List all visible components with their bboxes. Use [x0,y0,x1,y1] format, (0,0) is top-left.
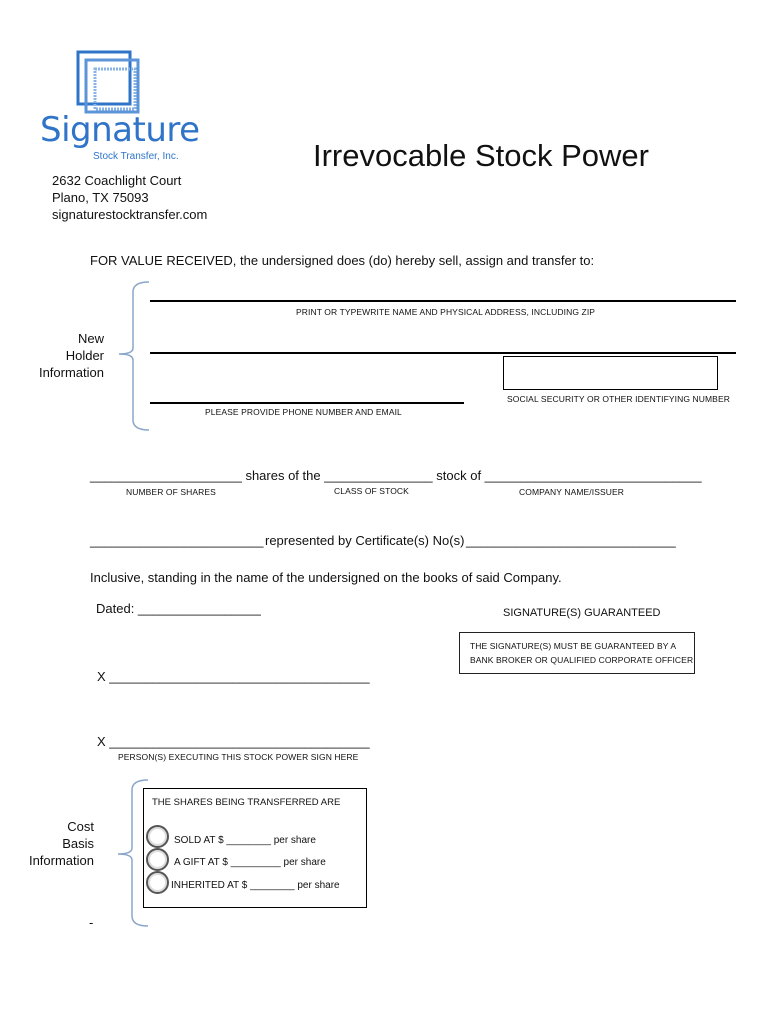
option-sold-label: SOLD AT $ ________ per share [174,835,316,846]
signature-line-2[interactable]: X ____________________________________ [97,734,370,749]
option-gift-radio[interactable] [146,848,169,871]
persons-caption: PERSON(S) EXECUTING THIS STOCK POWER SIGN HERE [118,752,359,762]
guarantee-box-line-1: THE SIGNATURE(S) MUST BE GUARANTEED BY A [470,641,677,651]
certificate-label: represented by Certificate(s) No(s) [265,533,465,548]
dated-field[interactable]: Dated: _________________ [96,601,261,616]
cost-basis-label [10,818,94,869]
option-inherited-radio[interactable] [146,871,169,894]
address-line-1: 2632 Coachlight Court [52,173,182,188]
new-holder-label-2: Holder [65,348,104,363]
option-inherited-label: INHERITED AT $ ________ per share [171,880,340,891]
number-of-shares-caption: NUMBER OF SHARES [126,487,216,497]
shares-line[interactable]: _____________________ shares of the _______________ stock of ______________________________ [90,468,702,483]
option-sold-radio[interactable] [146,825,169,848]
name-address-line[interactable] [150,300,736,302]
phone-email-caption: PLEASE PROVIDE PHONE NUMBER AND EMAIL [205,407,402,417]
signature-line-1[interactable]: X ____________________________________ [97,669,370,684]
new-holder-label-1: New [77,331,104,346]
guarantee-box[interactable] [459,632,695,674]
cost-basis-label-3: Information [28,853,94,868]
logo-wordmark: Signature [40,110,200,150]
company-website: signaturestocktransfer.com [52,207,208,222]
cost-basis-label-2: Basis [62,836,94,851]
shares-transferred-heading: THE SHARES BEING TRANSFERRED ARE [152,797,341,808]
option-gift-label: A GIFT AT $ _________ per share [174,857,326,868]
address-line-field[interactable] [150,352,736,354]
ssn-caption: SOCIAL SECURITY OR OTHER IDENTIFYING NUMBER [507,394,730,404]
class-of-stock-caption: CLASS OF STOCK [334,486,409,496]
new-holder-label-3: Information [38,365,104,380]
signature-guaranteed-label: SIGNATURE(S) GUARANTEED [503,607,661,619]
name-address-caption: PRINT OR TYPEWRITE NAME AND PHYSICAL ADDRESS, INCLUDING ZIP [296,307,596,317]
page-title: Irrevocable Stock Power [313,138,649,173]
footer-mark: - [89,915,94,930]
address-line-2: Plano, TX 75093 [52,190,149,205]
company-issuer-caption: COMPANY NAME/ISSUER [519,487,625,497]
intro-text: FOR VALUE RECEIVED, the undersigned does (do) hereby sell, assign and transfer to: [90,253,595,268]
new-holder-brace-icon [117,280,157,432]
logo-subtitle: Stock Transfer, Inc. [93,151,179,162]
inclusive-text: Inclusive, standing in the name of the undersigned on the books of said Company. [90,570,562,585]
cost-basis-label-1: Cost [67,819,94,834]
new-holder-label [20,330,104,381]
phone-email-line[interactable] [150,402,464,404]
logo-squares-icon [76,50,156,114]
certificate-number-field[interactable]: _____________________________ [466,533,676,548]
guarantee-box-line-2: BANK BROKER OR QUALIFIED CORPORATE OFFICER [470,655,694,665]
ssn-field[interactable] [503,356,718,390]
certificate-shares-field[interactable]: ________________________ [90,533,264,548]
